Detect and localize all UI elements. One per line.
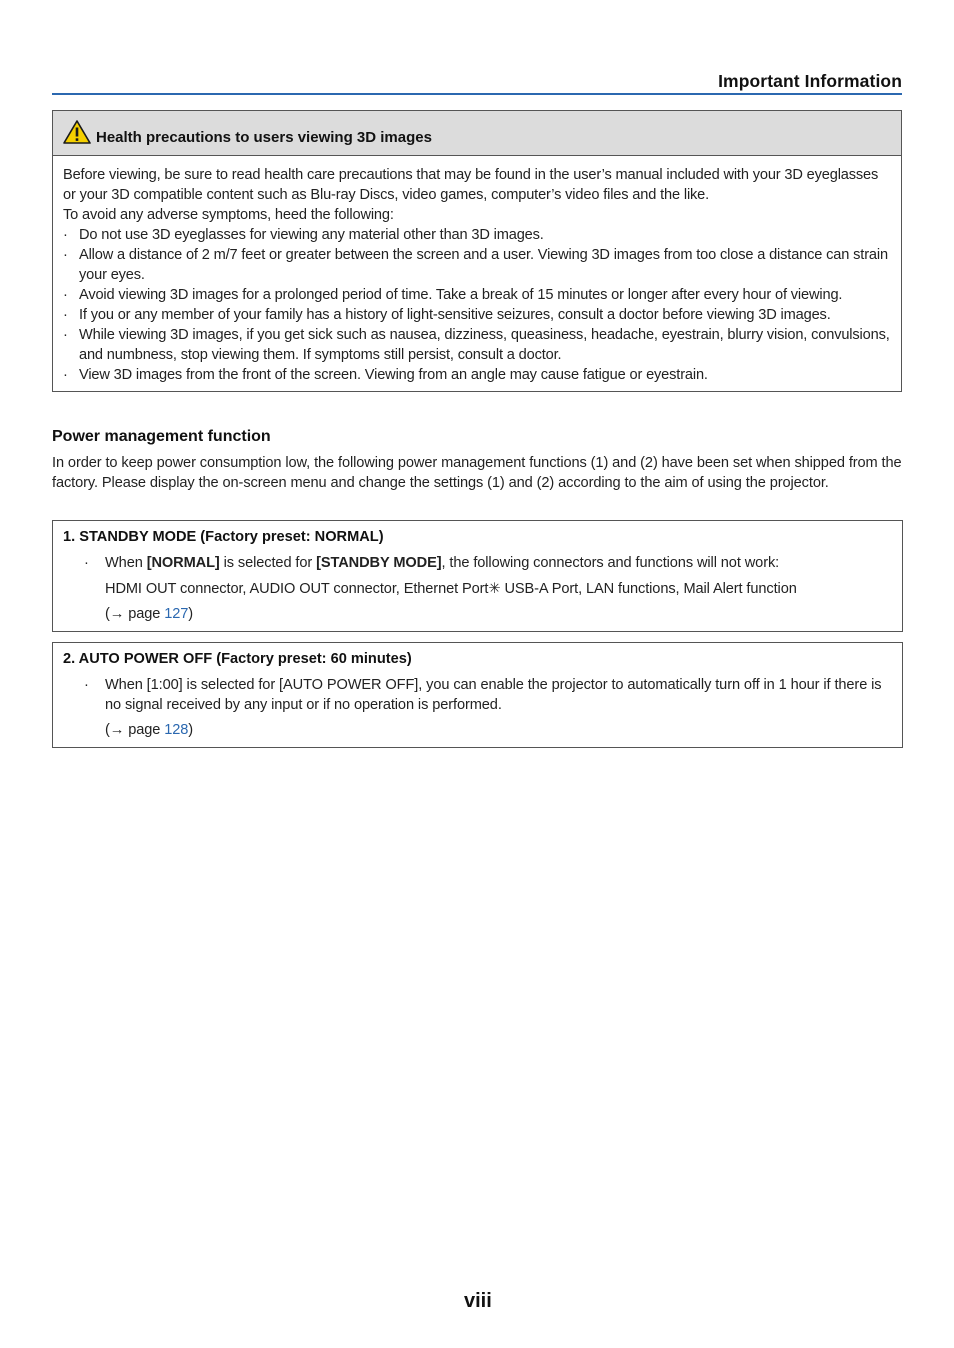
- standby-mode-box: [52, 520, 903, 632]
- warning-triangle-icon: [63, 120, 91, 144]
- auto-power-off-description: When [1:00] is selected for [AUTO POWER OFF], you can enable the projector to automatically turn off in 1 hour if there is no signal received by any input or if no operation is performed.: [105, 677, 882, 713]
- running-header-title: Important Information: [718, 71, 902, 91]
- list-item: · Avoid viewing 3D images for a prolonged period of time. Take a break of 15 minutes or longer after every hour of viewing.: [63, 287, 843, 303]
- caution-intro: Before viewing, be sure to read health care precautions that may be found in the user’s manual included with your 3D eyeglasses or your 3D compatible content such as Blu-ray Discs, video games, computer’s video files and the like.: [63, 167, 879, 203]
- standby-mode-page-reference: (→ page 127): [105, 606, 194, 622]
- auto-power-off-box: [52, 642, 903, 748]
- standby-mode-title: 1. STANDBY MODE (Factory preset: NORMAL): [63, 529, 384, 545]
- list-item: · While viewing 3D images, if you get sick such as nausea, dizziness, queasiness, headache, eyestrain, blurry vision, convulsions, and numbness, stop viewing them. If symptoms still persist, consult a doctor.: [63, 327, 890, 363]
- caution-title: Health precautions to users viewing 3D images: [96, 129, 432, 146]
- bullet-dot: ·: [84, 677, 89, 693]
- auto-power-off-page-reference: (→ page 128): [105, 722, 194, 738]
- caution-header: [53, 111, 901, 156]
- power-management-paragraph: In order to keep power consumption low, the following power management functions (1) and (2) have been set when shipped from the factory. Please display the on-screen menu and change the settings (1) and (2) according to the aim of using the projector.: [52, 455, 902, 491]
- caution-body: [53, 156, 901, 385]
- header-rule: [52, 93, 902, 95]
- list-item: · View 3D images from the front of the screen. Viewing from an angle may cause fatigue or eyestrain.: [63, 367, 708, 383]
- auto-power-off-title: 2. AUTO POWER OFF (Factory preset: 60 minutes): [63, 651, 412, 667]
- caution-bullet-list: [63, 225, 891, 385]
- bullet-dot: ·: [84, 555, 89, 571]
- page-number: viii: [464, 1290, 492, 1312]
- list-item: · Allow a distance of 2 m/7 feet or greater between the screen and a user. Viewing 3D images from too close a distance can strain your eyes.: [63, 247, 888, 283]
- standby-mode-affected-list: HDMI OUT connector, AUDIO OUT connector, Ethernet Port✳ USB-A Port, LAN functions, Mail Alert function: [105, 581, 797, 597]
- health-precautions-box: [52, 110, 902, 392]
- power-management-title: Power management function: [52, 428, 271, 445]
- standby-mode-line: When [NORMAL] is selected for [STANDBY MODE], the following connectors and functions will not work:: [105, 555, 780, 571]
- list-item: · Do not use 3D eyeglasses for viewing any material other than 3D images.: [63, 227, 544, 243]
- list-item: · If you or any member of your family has a history of light-sensitive seizures, consult a doctor before viewing 3D images.: [63, 307, 831, 323]
- caution-intro-heed: To avoid any adverse symptoms, heed the following:: [63, 207, 394, 223]
- page-link-127[interactable]: 127: [164, 606, 189, 622]
- page-link-128[interactable]: 128: [164, 722, 189, 738]
